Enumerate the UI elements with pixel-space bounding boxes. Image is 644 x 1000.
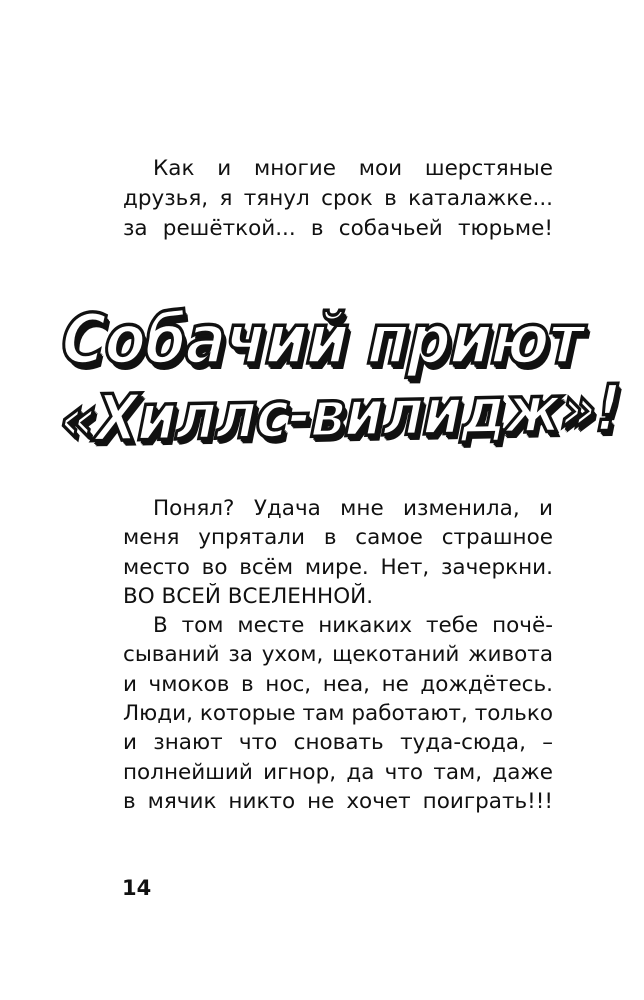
body-line: и чмоков в нос, неа, не дождётесь. <box>123 671 553 697</box>
body-line: Понял? Удача мне изменила, и <box>153 496 553 521</box>
page-number: 14 <box>122 876 152 900</box>
body-line: сываний за ухом, щекотаний живота <box>123 642 553 668</box>
body-line: и знают что сновать туда-сюда, – <box>123 730 553 756</box>
body-line: место во всём мире. Нет, зачеркни. <box>123 554 553 580</box>
body-line: ВО ВСЕЙ ВСЕЛЕННОЙ. <box>123 583 374 609</box>
body-line: Люди, которые там работают, только <box>123 701 553 727</box>
intro-line: Как и многие мои шерстяные <box>153 156 553 181</box>
body-line: в мячик никто не хочет поиграть!!! <box>123 788 553 814</box>
chapter-heading-line-2: «Хиллс-вилидж»! <box>58 371 622 458</box>
body-line: полнейший игнор, да что там, даже <box>123 759 553 785</box>
body-paragraphs <box>123 494 553 816</box>
intro-line: друзья, я тянул срок в каталажке... <box>123 186 553 211</box>
body-line: меня упрятали в самое страшное <box>123 525 553 551</box>
intro-line: за решёткой... в собачьей тюрьме! <box>123 216 553 241</box>
chapter-heading-line-1: Собачий приют <box>59 299 585 381</box>
intro-paragraph <box>123 154 553 244</box>
body-line: В том месте никаких тебе почё- <box>153 613 553 639</box>
